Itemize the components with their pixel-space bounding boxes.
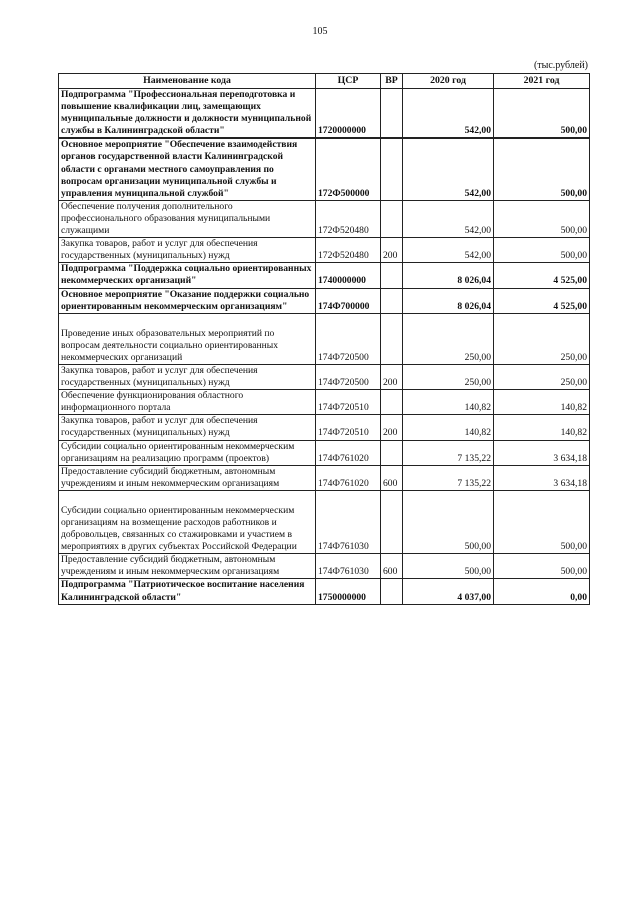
- row-2021-value: 500,00: [494, 200, 590, 237]
- row-2021-value: 4 525,00: [494, 263, 590, 288]
- table-row: [59, 490, 590, 553]
- row-2021-value: 3 634,18: [494, 440, 590, 465]
- row-2021-value: 140,82: [494, 390, 590, 415]
- row-2021-value: 500,00: [494, 490, 590, 553]
- row-vr-cell: [381, 288, 403, 313]
- row-vr-cell: 600: [381, 554, 403, 579]
- row-2020-value: 542,00: [403, 200, 494, 237]
- table-row: [59, 200, 590, 237]
- row-vr-cell: [381, 263, 403, 288]
- row-csr-cell: 174Ф720510: [316, 390, 381, 415]
- row-2020-value: 500,00: [403, 490, 494, 553]
- row-2020-value: 542,00: [403, 238, 494, 263]
- table-row: [59, 579, 590, 604]
- header-2021: 2021 год: [494, 74, 590, 89]
- row-name-cell: Подпрограмма "Профессиональная переподготовка и повышение квалификации лиц, замещающих муниципальные должности и должности муниципальной службы в Калининградской области": [59, 89, 316, 139]
- row-2020-value: 7 135,22: [403, 465, 494, 490]
- table-header-row: [59, 74, 590, 89]
- row-name-cell: Закупка товаров, работ и услуг для обеспечения государственных (муниципальных) нужд: [59, 238, 316, 263]
- table-row: [59, 313, 590, 364]
- row-vr-cell: 200: [381, 415, 403, 440]
- row-name-cell: Закупка товаров, работ и услуг для обеспечения государственных (муниципальных) нужд: [59, 364, 316, 389]
- row-2020-value: 7 135,22: [403, 440, 494, 465]
- header-vr: ВР: [381, 74, 403, 89]
- row-2021-value: 3 634,18: [494, 465, 590, 490]
- row-name-cell: Основное мероприятие "Обеспечение взаимодействия органов государственной власти Калининградской области с органами местного самоуправления по вопросам организации муниципальной службы и управления муниципальной службой": [59, 138, 316, 200]
- row-name-cell: Проведение иных образовательных мероприятий по вопросам деятельности социально ориентированных некоммерческих организаций: [59, 313, 316, 364]
- row-2020-value: 542,00: [403, 138, 494, 200]
- table-row: [59, 238, 590, 263]
- row-vr-cell: [381, 200, 403, 237]
- row-vr-cell: 200: [381, 364, 403, 389]
- row-2021-value: 250,00: [494, 313, 590, 364]
- table-row: [59, 554, 590, 579]
- row-2020-value: 140,82: [403, 390, 494, 415]
- row-csr-cell: 1740000000: [316, 263, 381, 288]
- table-row: [59, 415, 590, 440]
- row-name-cell: Основное мероприятие "Оказание поддержки социально ориентированным некоммерческим организациям": [59, 288, 316, 313]
- table-row: [59, 364, 590, 389]
- row-name-cell: Закупка товаров, работ и услуг для обеспечения государственных (муниципальных) нужд: [59, 415, 316, 440]
- row-vr-cell: [381, 440, 403, 465]
- table-row: [59, 138, 590, 200]
- row-name-cell: Субсидии социально ориентированным некоммерческим организациям на реализацию программ (проектов): [59, 440, 316, 465]
- row-2020-value: 8 026,04: [403, 288, 494, 313]
- row-csr-cell: 172Ф520480: [316, 238, 381, 263]
- table-row: [59, 390, 590, 415]
- row-csr-cell: 174Ф761030: [316, 554, 381, 579]
- header-csr: ЦСР: [316, 74, 381, 89]
- row-name-cell: Обеспечение функционирования областного информационного портала: [59, 390, 316, 415]
- row-name-cell: Подпрограмма "Патриотическое воспитание населения Калининградской области": [59, 579, 316, 604]
- header-2020: 2020 год: [403, 74, 494, 89]
- row-vr-cell: [381, 579, 403, 604]
- row-2020-value: 250,00: [403, 313, 494, 364]
- row-csr-cell: 174Ф761020: [316, 440, 381, 465]
- row-2021-value: 500,00: [494, 89, 590, 139]
- row-vr-cell: 200: [381, 238, 403, 263]
- row-2021-value: 250,00: [494, 364, 590, 389]
- row-vr-cell: 600: [381, 465, 403, 490]
- row-csr-cell: 174Ф761020: [316, 465, 381, 490]
- row-2021-value: 140,82: [494, 415, 590, 440]
- page-number: 105: [312, 26, 328, 37]
- row-csr-cell: 1750000000: [316, 579, 381, 604]
- row-name-cell: Обеспечение получения дополнительного профессионального образования муниципальными служащими: [59, 200, 316, 237]
- row-2020-value: 4 037,00: [403, 579, 494, 604]
- row-vr-cell: [381, 390, 403, 415]
- row-vr-cell: [381, 138, 403, 200]
- row-vr-cell: [381, 313, 403, 364]
- row-2020-value: 500,00: [403, 554, 494, 579]
- table-row: [59, 440, 590, 465]
- row-2020-value: 140,82: [403, 415, 494, 440]
- row-csr-cell: 174Ф720510: [316, 415, 381, 440]
- row-csr-cell: 174Ф761030: [316, 490, 381, 553]
- table-row: [59, 263, 590, 288]
- units-label: (тыс.рублей): [533, 60, 588, 71]
- row-2020-value: 250,00: [403, 364, 494, 389]
- table-body: [59, 89, 590, 605]
- row-2021-value: 500,00: [494, 138, 590, 200]
- row-2021-value: 0,00: [494, 579, 590, 604]
- row-csr-cell: 172Ф520480: [316, 200, 381, 237]
- table-row: [59, 465, 590, 490]
- table-row: [59, 89, 590, 139]
- row-2021-value: 500,00: [494, 554, 590, 579]
- row-vr-cell: [381, 490, 403, 553]
- row-name-cell: Предоставление субсидий бюджетным, автономным учреждениям и иным некоммерческим организациям: [59, 465, 316, 490]
- budget-table: [58, 73, 590, 605]
- table-row: [59, 288, 590, 313]
- row-csr-cell: 172Ф500000: [316, 138, 381, 200]
- row-2020-value: 8 026,04: [403, 263, 494, 288]
- row-name-cell: Субсидии социально ориентированным некоммерческим организациям на возмещение расходов работников и добровольцев, связанных со стажировками и участием в мероприятиях в других субъектах Российской Федерации: [59, 490, 316, 553]
- row-csr-cell: 174Ф700000: [316, 288, 381, 313]
- row-2021-value: 4 525,00: [494, 288, 590, 313]
- row-2021-value: 500,00: [494, 238, 590, 263]
- row-vr-cell: [381, 89, 403, 139]
- row-csr-cell: 174Ф720500: [316, 313, 381, 364]
- row-csr-cell: 1720000000: [316, 89, 381, 139]
- row-csr-cell: 174Ф720500: [316, 364, 381, 389]
- row-name-cell: Предоставление субсидий бюджетным, автономным учреждениям и иным некоммерческим организациям: [59, 554, 316, 579]
- row-name-cell: Подпрограмма "Поддержка социально ориентированных некоммерческих организаций": [59, 263, 316, 288]
- row-2020-value: 542,00: [403, 89, 494, 139]
- header-name: Наименование кода: [59, 74, 316, 89]
